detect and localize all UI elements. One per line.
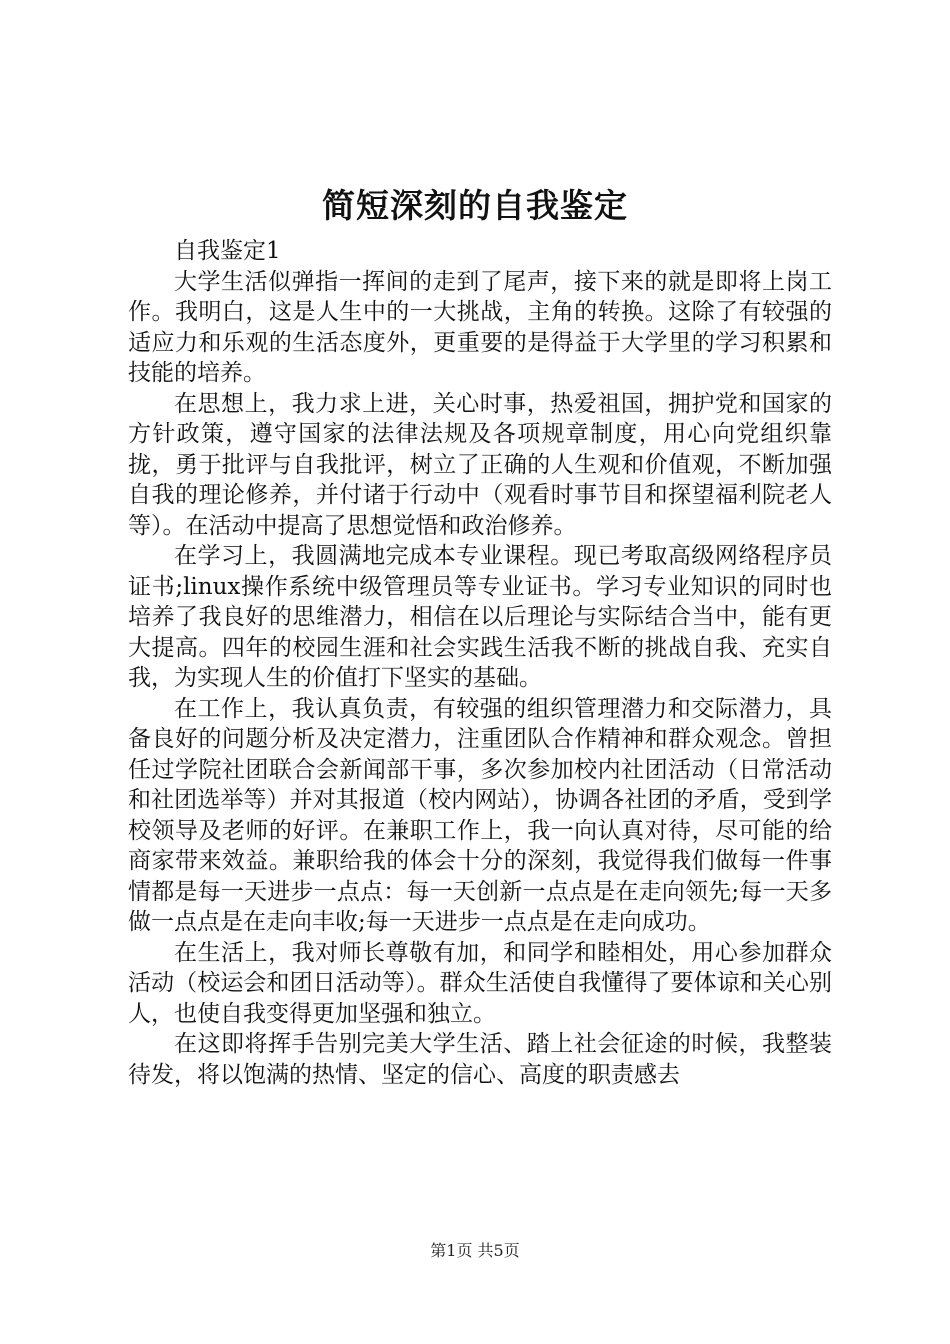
paragraph-thought: 在思想上，我力求上进，关心时事，热爱祖国，拥护党和国家的方针政策，遵守国家的法律法规及各项规章制度，用心向党组织靠拢，勇于批评与自我批评，树立了正确的人生观和价值观，不断加强自我的理论修养，并付诸于行动中（观看时事节目和探望福利院老人等）。在活动中提高了思想觉悟和政治修养。: [128, 390, 832, 539]
page-number: 第1页 共5页: [430, 1241, 520, 1260]
document-body: [128, 236, 832, 1090]
paragraph-work: 在工作上，我认真负责，有较强的组织管理潜力和交际潜力，具备良好的问题分析及决定潜力，注重团队合作精神和群众观念。曾担任过学院社团联合会新闻部干事，多次参加校内社团活动（日常活动和社团选举等）并对其报道（校内网站），协调各社团的矛盾，受到学校领导及老师的好评。在兼职工作上，我一向认真对待，尽可能的给商家带来效益。兼职给我的体会十分的深刻，我觉得我们做每一件事情都是每一天进步一点点：每一天创新一点点是在走向领先;每一天多做一点点是在走向丰收;每一天进步一点点是在走向成功。: [128, 695, 832, 935]
paragraph-study: 在学习上，我圆满地完成本专业课程。现已考取高级网络程序员证书;linux操作系统中级管理员等专业证书。学习专业知识的同时也培养了我良好的思维潜力，相信在以后理论与实际结合当中，能有更大提高。四年的校园生涯和社会实践生活我不断的挑战自我、充实自我，为实现人生的价值打下坚实的基础。: [128, 543, 832, 691]
paragraph-life: 在生活上，我对师长尊敬有加，和同学和睦相处，用心参加群众活动（校运会和团日活动等）。群众生活使自我懂得了要体谅和关心别人，也使自我变得更加坚强和独立。: [128, 939, 832, 1027]
paragraph-intro: 大学生活似弹指一挥间的走到了尾声，接下来的就是即将上岗工作。我明白，这是人生中的一大挑战，主角的转换。这除了有较强的适应力和乐观的生活态度外，更重要的是得益于大学里的学习积累和技能的培养。: [128, 268, 832, 386]
section-heading: 自我鉴定1: [174, 238, 281, 264]
paragraph-closing: 在这即将挥手告别完美大学生活、踏上社会征途的时候，我整装待发，将以饱满的热情、坚定的信心、高度的职责感去: [128, 1031, 832, 1088]
document-title: 简短深刻的自我鉴定: [322, 186, 628, 225]
